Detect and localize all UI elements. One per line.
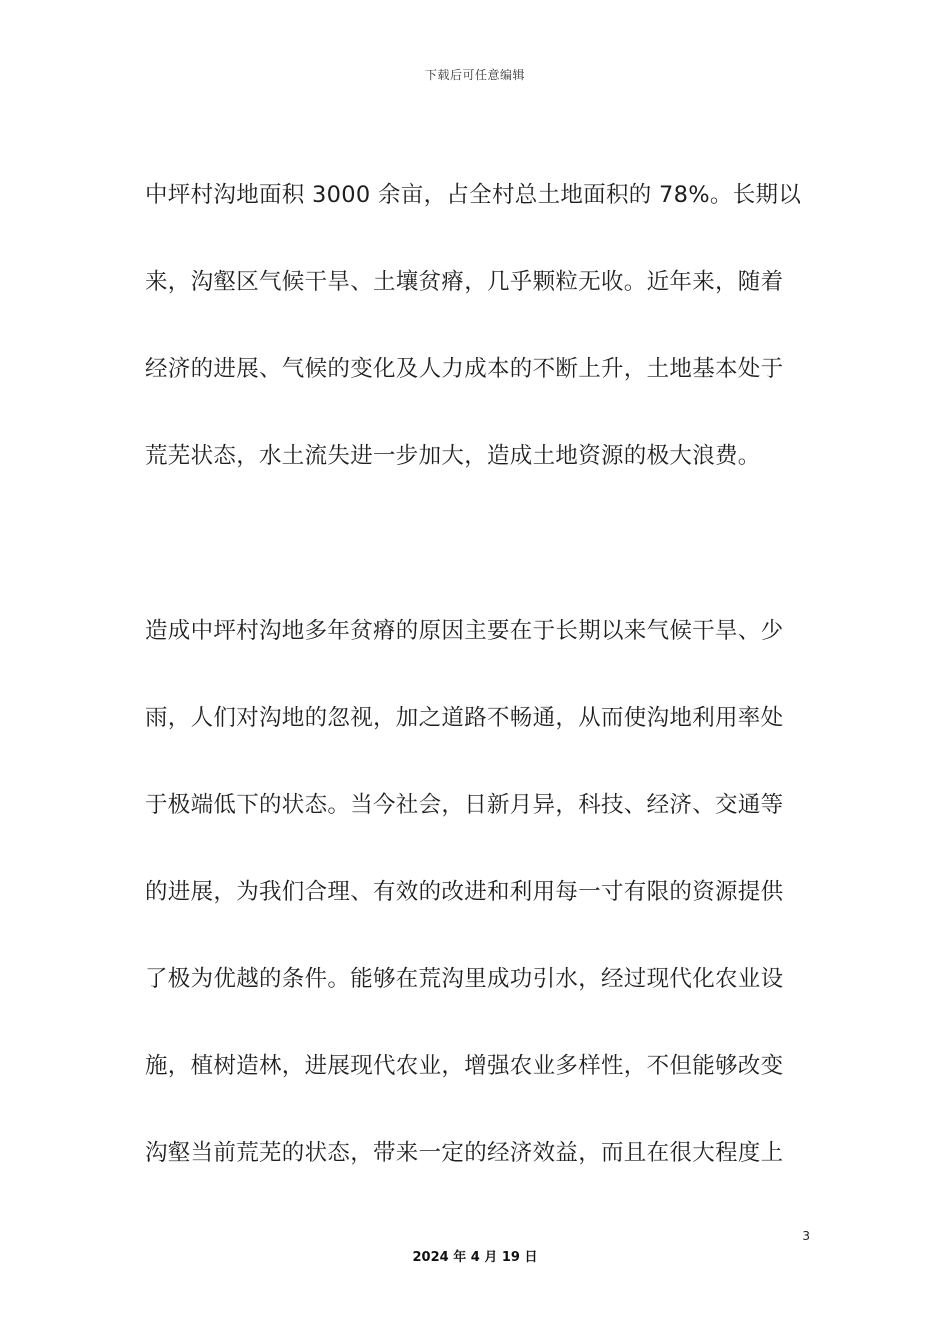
- paragraph-line: 造成中坪村沟地多年贫瘠的原因主要在于长期以来气候干旱、少: [145, 618, 784, 644]
- paragraph-line: 荒芜状态，水土流失进一步加大，造成土地资源的极大浪费。: [145, 443, 761, 469]
- footer-date: 2024 年 4 月 19 日: [412, 1250, 538, 1265]
- page-number: 3: [802, 1229, 810, 1243]
- paragraph-line: 雨，人们对沟地的忽视，加之道路不畅通，从而使沟地利用率处: [145, 705, 784, 731]
- paragraph-line: 来，沟壑区气候干旱、土壤贫瘠，几乎颗粒无收。近年来，随着: [145, 269, 784, 295]
- page-header: 下载后可任意编辑: [424, 68, 525, 82]
- paragraph-line: 于极端低下的状态。当今社会，日新月异，科技、经济、交通等: [145, 792, 784, 818]
- paragraph-line: 施，植树造林，进展现代农业，增强农业多样性，不但能够改变: [145, 1053, 784, 1079]
- paragraph-line: 沟壑当前荒芜的状态，带来一定的经济效益，而且在很大程度上: [145, 1140, 784, 1166]
- paragraph-line: 经济的进展、气候的变化及人力成本的不断上升，土地基本处于: [145, 356, 784, 382]
- paragraph-line: 了极为优越的条件。能够在荒沟里成功引水，经过现代化农业设: [145, 966, 784, 992]
- paragraph-line: 中坪村沟地面积 3000 余亩，占全村总土地面积的 78%。长期以: [145, 182, 802, 208]
- paragraph-line: 的进展，为我们合理、有效的改进和利用每一寸有限的资源提供: [145, 879, 784, 905]
